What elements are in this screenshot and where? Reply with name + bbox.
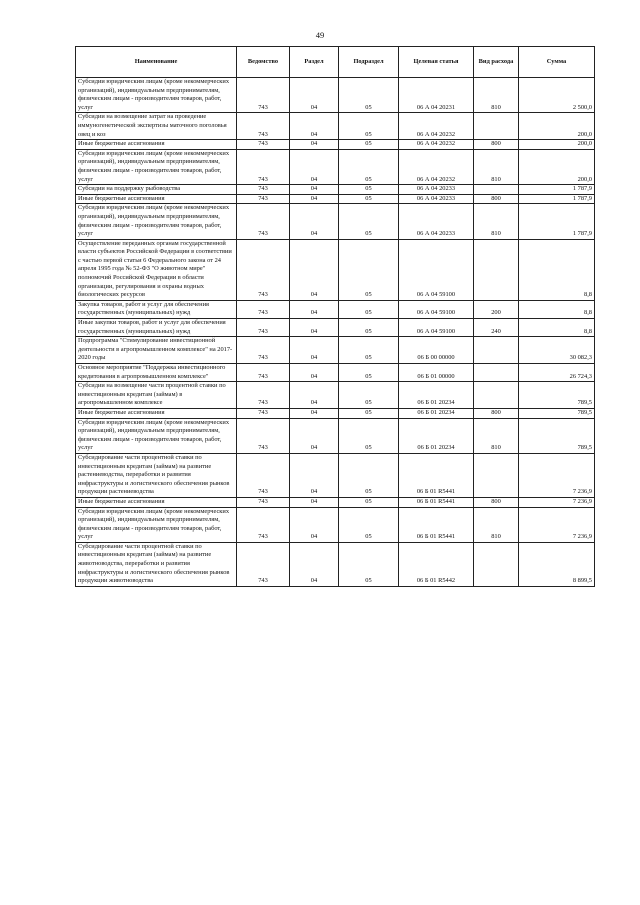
- row-subsection: 05: [339, 149, 399, 184]
- table-row: [76, 113, 595, 140]
- row-target: 06 Б 01 R5441: [399, 453, 474, 497]
- row-department: 743: [237, 113, 290, 140]
- row-subsection: 05: [339, 408, 399, 418]
- row-sum: 789,5: [519, 418, 595, 453]
- row-sum: 7 236,9: [519, 453, 595, 497]
- table-row: [76, 185, 595, 195]
- row-sum: 30 082,3: [519, 337, 595, 364]
- row-target: 06 Б 01 R5442: [399, 542, 474, 586]
- header-section: Раздел: [290, 47, 339, 78]
- row-department: 743: [237, 418, 290, 453]
- header-target: Целевая статья: [399, 47, 474, 78]
- row-section: 04: [290, 364, 339, 382]
- row-sum: 7 236,9: [519, 497, 595, 507]
- row-section: 04: [290, 194, 339, 204]
- row-section: 04: [290, 507, 339, 542]
- row-department: 743: [237, 507, 290, 542]
- table-row: [76, 507, 595, 542]
- row-department: 743: [237, 239, 290, 300]
- row-sum: 8,8: [519, 300, 595, 318]
- row-name: Субсидирование части процентной ставки по инвестиционным кредитам (займам) на развитие растениеводства, переработки и развития инфраструктуры и логистического обеспечения рынков продукции растениеводства: [76, 453, 237, 497]
- row-target: 06 А 04 20232: [399, 113, 474, 140]
- row-target: 06 А 04 59100: [399, 319, 474, 337]
- row-sum: 2 500,0: [519, 78, 595, 113]
- row-subsection: 05: [339, 239, 399, 300]
- row-name: Субсидии юридическим лицам (кроме некоммерческих организаций), индивидуальным предпринимателям, физическим лицам - производителям товаров, работ, услуг: [76, 149, 237, 184]
- row-name: Подпрограмма "Стимулирование инвестиционной деятельности в агропромышленном комплексе" на 2017-2020 годы: [76, 337, 237, 364]
- row-name: Субсидии на поддержку рыбоводства: [76, 185, 237, 195]
- row-department: 743: [237, 408, 290, 418]
- table-row: [76, 418, 595, 453]
- table-row: [76, 300, 595, 318]
- row-name: Субсидии на возмещение затрат на проведение иммуногенетической экспертизы маточного поголовья овец и коз: [76, 113, 237, 140]
- row-subsection: 05: [339, 194, 399, 204]
- row-sum: 1 787,9: [519, 185, 595, 195]
- row-sum: 1 787,9: [519, 194, 595, 204]
- row-sum: 789,5: [519, 382, 595, 409]
- row-subsection: 05: [339, 204, 399, 239]
- row-department: 743: [237, 78, 290, 113]
- row-section: 04: [290, 140, 339, 150]
- row-department: 743: [237, 382, 290, 409]
- row-expense-type: [474, 542, 519, 586]
- budget-table: [75, 46, 595, 587]
- row-name: Иные бюджетные ассигнования: [76, 497, 237, 507]
- row-expense-type: 810: [474, 78, 519, 113]
- row-target: 06 Б 00 00000: [399, 337, 474, 364]
- row-target: 06 А 04 20231: [399, 78, 474, 113]
- page-number: 49: [315, 30, 325, 40]
- row-expense-type: [474, 113, 519, 140]
- row-subsection: 05: [339, 140, 399, 150]
- row-sum: 8 899,5: [519, 542, 595, 586]
- row-sum: 200,0: [519, 149, 595, 184]
- row-target: 06 А 04 59100: [399, 239, 474, 300]
- row-section: 04: [290, 319, 339, 337]
- header-subsection: Подраздел: [339, 47, 399, 78]
- table-row: [76, 337, 595, 364]
- row-name: Субсидии юридическим лицам (кроме некоммерческих организаций), индивидуальным предпринимателям, физическим лицам - производителям товаров, работ, услуг: [76, 418, 237, 453]
- row-subsection: 05: [339, 364, 399, 382]
- row-sum: 8,8: [519, 239, 595, 300]
- row-sum: 200,0: [519, 140, 595, 150]
- row-section: 04: [290, 382, 339, 409]
- row-name: Субсидии на возмещение части процентной ставки по инвестиционным кредитам (займам) в агропромышленном комплексе: [76, 382, 237, 409]
- row-sum: 789,5: [519, 408, 595, 418]
- row-sum: 7 236,9: [519, 507, 595, 542]
- row-sum: 26 724,3: [519, 364, 595, 382]
- row-section: 04: [290, 185, 339, 195]
- row-section: 04: [290, 497, 339, 507]
- table-row: [76, 204, 595, 239]
- row-section: 04: [290, 78, 339, 113]
- table-row: [76, 78, 595, 113]
- row-name: Субсидии юридическим лицам (кроме некоммерческих организаций), индивидуальным предпринимателям, физическим лицам - производителям товаров, работ, услуг: [76, 507, 237, 542]
- row-subsection: 05: [339, 497, 399, 507]
- row-department: 743: [237, 497, 290, 507]
- row-section: 04: [290, 418, 339, 453]
- row-sum: 1 787,9: [519, 204, 595, 239]
- row-department: 743: [237, 185, 290, 195]
- table-row: [76, 194, 595, 204]
- row-name: Субсидии юридическим лицам (кроме некоммерческих организаций), индивидуальным предпринимателям, физическим лицам - производителям товаров, работ, услуг: [76, 204, 237, 239]
- row-expense-type: 810: [474, 204, 519, 239]
- row-department: 743: [237, 542, 290, 586]
- row-expense-type: 810: [474, 149, 519, 184]
- row-expense-type: [474, 239, 519, 300]
- row-subsection: 05: [339, 78, 399, 113]
- row-subsection: 05: [339, 185, 399, 195]
- row-subsection: 05: [339, 542, 399, 586]
- header-sum: Сумма: [519, 47, 595, 78]
- row-name: Иные бюджетные ассигнования: [76, 408, 237, 418]
- row-subsection: 05: [339, 319, 399, 337]
- row-expense-type: [474, 185, 519, 195]
- row-subsection: 05: [339, 507, 399, 542]
- table-row: [76, 497, 595, 507]
- row-target: 06 Б 01 20234: [399, 382, 474, 409]
- row-section: 04: [290, 300, 339, 318]
- row-section: 04: [290, 113, 339, 140]
- row-department: 743: [237, 337, 290, 364]
- row-expense-type: 800: [474, 497, 519, 507]
- header-expense-type: Вид расхода: [474, 47, 519, 78]
- row-subsection: 05: [339, 418, 399, 453]
- row-section: 04: [290, 337, 339, 364]
- row-expense-type: 810: [474, 507, 519, 542]
- row-target: 06 А 04 20233: [399, 204, 474, 239]
- row-department: 743: [237, 194, 290, 204]
- header-department: Ведомство: [237, 47, 290, 78]
- row-expense-type: [474, 453, 519, 497]
- row-target: 06 Б 01 00000: [399, 364, 474, 382]
- row-subsection: 05: [339, 337, 399, 364]
- row-name: Иные бюджетные ассигнования: [76, 194, 237, 204]
- table-header-row: [76, 47, 595, 78]
- row-target: 06 Б 01 R5441: [399, 497, 474, 507]
- table-row: [76, 408, 595, 418]
- table-row: [76, 382, 595, 409]
- row-section: 04: [290, 408, 339, 418]
- row-subsection: 05: [339, 382, 399, 409]
- row-section: 04: [290, 149, 339, 184]
- row-name: Субсидии юридическим лицам (кроме некоммерческих организаций), индивидуальным предпринимателям, физическим лицам - производителям товаров, работ, услуг: [76, 78, 237, 113]
- row-target: 06 Б 01 R5441: [399, 507, 474, 542]
- row-section: 04: [290, 542, 339, 586]
- row-name: Основное мероприятие "Поддержка инвестиционного кредитования в агропромышленном комплексе": [76, 364, 237, 382]
- row-expense-type: [474, 382, 519, 409]
- row-name: Иные бюджетные ассигнования: [76, 140, 237, 150]
- row-expense-type: 810: [474, 418, 519, 453]
- table-row: [76, 319, 595, 337]
- row-name: Закупка товаров, работ и услуг для обеспечения государственных (муниципальных) нужд: [76, 300, 237, 318]
- row-target: 06 А 04 20232: [399, 140, 474, 150]
- row-sum: 200,0: [519, 113, 595, 140]
- row-expense-type: 800: [474, 194, 519, 204]
- row-subsection: 05: [339, 300, 399, 318]
- row-subsection: 05: [339, 113, 399, 140]
- row-target: 06 Б 01 20234: [399, 418, 474, 453]
- table-row: [76, 149, 595, 184]
- row-expense-type: 200: [474, 300, 519, 318]
- row-section: 04: [290, 204, 339, 239]
- row-name: Субсидирование части процентной ставки по инвестиционным кредитам (займам) на развитие животноводства, переработки и развития инфраструктуры и логистического обеспечения рынков продукции животноводства: [76, 542, 237, 586]
- row-target: 06 А 04 59100: [399, 300, 474, 318]
- row-department: 743: [237, 453, 290, 497]
- header-name: Наименование: [76, 47, 237, 78]
- row-expense-type: [474, 337, 519, 364]
- row-department: 743: [237, 319, 290, 337]
- row-department: 743: [237, 204, 290, 239]
- row-expense-type: 240: [474, 319, 519, 337]
- row-target: 06 Б 01 20234: [399, 408, 474, 418]
- row-target: 06 А 04 20232: [399, 149, 474, 184]
- table-row: [76, 364, 595, 382]
- row-target: 06 А 04 20233: [399, 194, 474, 204]
- row-target: 06 А 04 20233: [399, 185, 474, 195]
- row-expense-type: 800: [474, 408, 519, 418]
- row-department: 743: [237, 140, 290, 150]
- table-row: [76, 453, 595, 497]
- row-department: 743: [237, 300, 290, 318]
- table-row: [76, 542, 595, 586]
- row-subsection: 05: [339, 453, 399, 497]
- row-section: 04: [290, 239, 339, 300]
- table-row: [76, 140, 595, 150]
- row-name: Иные закупки товаров, работ и услуг для обеспечения государственных (муниципальных) нужд: [76, 319, 237, 337]
- row-expense-type: [474, 364, 519, 382]
- row-department: 743: [237, 364, 290, 382]
- table-row: [76, 239, 595, 300]
- row-department: 743: [237, 149, 290, 184]
- row-sum: 8,8: [519, 319, 595, 337]
- row-section: 04: [290, 453, 339, 497]
- row-name: Осуществление переданных органам государственной власти субъектов Российской Федерации в соответствии с частью первой статьи 6 Федерального закона от 24 апреля 1995 года № 52-ФЗ "О животном мире" полномочий Российской Федерации в области организации, регулирования и охраны водных биологических ресурсов: [76, 239, 237, 300]
- row-expense-type: 800: [474, 140, 519, 150]
